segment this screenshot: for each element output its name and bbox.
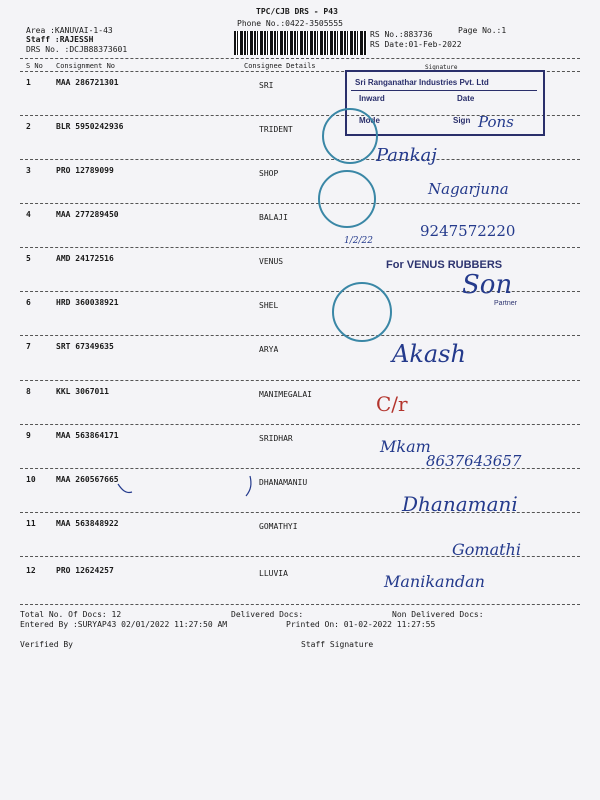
col-sno: S No [26, 62, 43, 70]
row-consignment: SRT 67349635 [56, 342, 114, 351]
row-consignee: BALAJI [259, 213, 288, 222]
row-sno: 8 [26, 387, 31, 396]
document-title: TPC/CJB DRS - P43 [256, 7, 338, 16]
signature-row-8: C/r [376, 392, 408, 416]
row-sno: 9 [26, 431, 31, 440]
signature-row-9: Mkam [380, 437, 431, 456]
col-consignment: Consignment No [56, 62, 116, 70]
verified-by: Verified By [20, 640, 73, 649]
phone-number: Phone No.:0422-3505555 [237, 19, 343, 28]
divider [20, 58, 580, 59]
divider [20, 247, 580, 248]
venus-partner: Partner [494, 300, 517, 307]
delivered-docs: Delivered Docs: [231, 610, 304, 619]
signature-row-4: Nagarjuna [428, 180, 509, 198]
stamp-company: Sri Ranganathar Industries Pvt. Ltd [355, 78, 489, 87]
round-seal [318, 170, 376, 228]
stamp-mode: Mode [359, 116, 380, 125]
row-sno: 12 [26, 566, 36, 575]
non-delivered-docs: Non Delivered Docs: [392, 610, 484, 619]
row-consignee: GOMATHYI [259, 522, 298, 531]
divider [20, 335, 580, 336]
rs-number: RS No.:883736 [370, 30, 433, 39]
signature-row-3: Pankaj [376, 145, 437, 166]
signature-row-5: Son [462, 270, 513, 300]
divider [20, 159, 580, 160]
row-consignment: MAA 286721301 [56, 78, 119, 87]
signature-row-11: Gomathi [452, 540, 521, 559]
row-consignment: AMD 24172516 [56, 254, 114, 263]
row-consignment: MAA 563864171 [56, 431, 119, 440]
row-consignee: ARYA [259, 345, 279, 354]
pen-marks [110, 470, 270, 500]
divider [20, 604, 580, 605]
row-consignee: SRI [259, 81, 274, 90]
row-sno: 1 [26, 78, 31, 87]
venus-stamp: For VENUS RUBBERS [386, 259, 503, 271]
round-seal [322, 108, 378, 164]
staff-signature-label: Staff Signature [301, 640, 374, 649]
stamp-sign: Sign [453, 116, 471, 125]
divider [20, 424, 580, 425]
row-consignee: SHOP [259, 169, 279, 178]
signature-row-2: Pons [478, 113, 514, 131]
divider [20, 380, 580, 381]
signature-row-7: Akash [392, 340, 466, 368]
row-sno: 5 [26, 254, 31, 263]
total-docs: Total No. Of Docs: 12 [20, 610, 122, 619]
row-consignee: DHANAMANIU [259, 478, 308, 487]
entered-by: Entered By :SURYAP43 02/01/2022 11:27:50 AM [20, 620, 228, 629]
col-consignee: Consignee Details [244, 62, 316, 70]
row-consignee: SHEL [259, 301, 279, 310]
row-consignee: TRIDENT [259, 125, 293, 134]
stamp-date: Date [457, 94, 475, 103]
rs-date: RS Date:01-Feb-2022 [370, 40, 462, 49]
page-number: Page No.:1 [458, 26, 507, 35]
row-consignment: HRD 360038921 [56, 298, 119, 307]
round-seal [332, 282, 392, 342]
row-consignment: KKL 3067011 [56, 387, 109, 396]
row-consignment: MAA 277289450 [56, 210, 119, 219]
printed-on: Printed On: 01-02-2022 11:27:55 [286, 620, 436, 629]
date-handwritten: 1/2/22 [344, 236, 373, 246]
barcode [234, 31, 367, 55]
area-label: Area :KANUVAI-1-43 [26, 26, 113, 35]
divider [20, 203, 580, 204]
row-sno: 11 [26, 519, 36, 528]
row-consignee: LLUVIA [259, 569, 288, 578]
row-sno: 10 [26, 475, 36, 484]
row-consignee: MANIMEGALAI [259, 390, 312, 399]
staff-label: Staff :RAJESSH [26, 35, 94, 44]
row-sno: 3 [26, 166, 31, 175]
col-signature: Signature [425, 64, 458, 71]
stamp-divider [351, 90, 537, 91]
row-sno: 2 [26, 122, 31, 131]
phone-handwritten: 9247572220 [420, 222, 516, 240]
row-sno: 7 [26, 342, 31, 351]
row-consignment: PRO 12789099 [56, 166, 114, 175]
row-consignment: MAA 260567665 [56, 475, 119, 484]
signature-row-12: Manikandan [384, 572, 485, 591]
phone-handwritten-2: 8637643657 [426, 452, 522, 470]
row-sno: 4 [26, 210, 31, 219]
row-consignee: VENUS [259, 257, 284, 266]
stamp-inward: Inward [359, 94, 385, 103]
row-consignee: SRIDHAR [259, 434, 293, 443]
signature-row-10: Dhanamani [402, 492, 518, 516]
row-consignment: PRO 12624257 [56, 566, 114, 575]
drs-number: DRS No. :DCJB88373601 [26, 45, 128, 54]
row-consignment: MAA 563848922 [56, 519, 119, 528]
row-sno: 6 [26, 298, 31, 307]
row-consignment: BLR 5950242936 [56, 122, 124, 131]
